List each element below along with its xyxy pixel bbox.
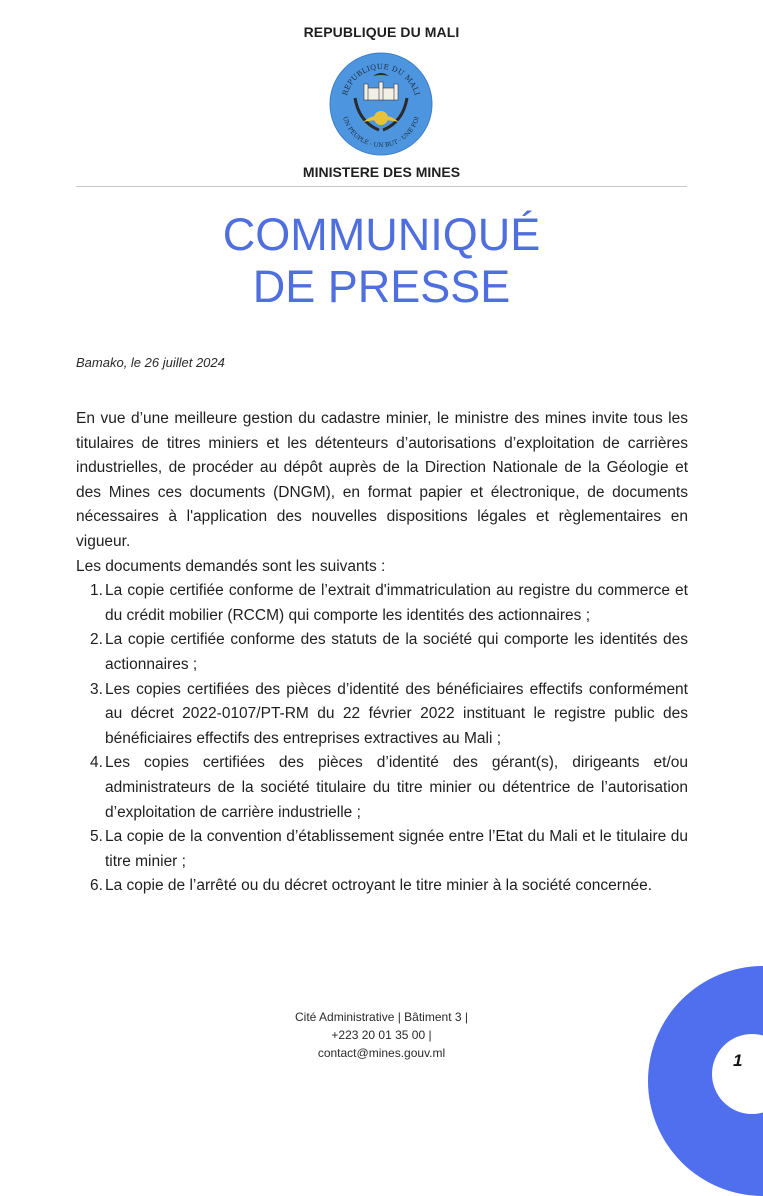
mali-coat-of-arms-seal	[329, 52, 433, 156]
svg-text:REPUBLIQUE DU MALI: REPUBLIQUE DU MALI	[340, 61, 422, 97]
footer-phone: +223 20 01 35 00 |	[331, 1028, 432, 1042]
footer-contact	[0, 1008, 763, 1062]
intro-paragraph: En vue d’une meilleure gestion du cadastre minier, le ministre des mines invite tous les titulaires de titres miniers et les détenteurs d’autorisations d’exploitation de carrières industrielles, de procéder au dépôt auprès de la Direction Nationale de la Géologie et des Mines ces documents (DNGM), en format papier et électronique, de documents nécessaires à l'application des nouvelles dispositions légales et règlementaires en vigueur.	[76, 410, 688, 550]
list-item: 4. Les copies certifiées des pièces d’identité des gérant(s), dirigeants et/ou administrateurs de la société titulaire du titre minier ou détentrice de l’autorisation d’exploitation de carrière industrielle ;	[90, 754, 688, 821]
header-divider	[76, 186, 687, 187]
ministry-heading: MINISTERE DES MINES	[302, 164, 461, 180]
required-documents-list	[76, 579, 688, 899]
list-item: 6. La copie de l’arrêté ou du décret octroyant le titre minier à la société concernée.	[90, 877, 653, 895]
title-line-1: COMMUNIQUÉ	[222, 209, 541, 260]
list-item: 3. Les copies certifiées des pièces d’identité des bénéficiaires effectifs conformément au décret 2022-0107/PT-RM du 22 février 2022 instituant le registre public des bénéficiaires effectifs des entreprises extractives au Mali ;	[90, 680, 688, 747]
list-intro: Les documents demandés sont les suivants :	[76, 557, 386, 575]
footer-email[interactable]: contact@mines.gouv.ml	[317, 1046, 446, 1060]
page-number: 1	[733, 1051, 743, 1070]
dateline: Bamako, le 26 juillet 2024	[76, 355, 225, 370]
footer-address: Cité Administrative | Bâtiment 3 |	[295, 1010, 468, 1024]
list-item: 2. La copie certifiée conforme des statuts de la société qui comporte les identités des actionnaires ;	[90, 631, 688, 673]
country-heading: REPUBLIQUE DU MALI	[303, 24, 460, 40]
title-line-2: DE PRESSE	[252, 261, 511, 312]
list-item: 1. La copie certifiée conforme de l’extrait d'immatriculation au registre du commerce et du crédit mobilier (RCCM) qui comporte les identités des actionnaires ;	[90, 582, 688, 624]
list-item: 5. La copie de la convention d’établissement signée entre l’Etat du Mali et le titulaire du titre minier ;	[90, 828, 688, 870]
communique-body	[76, 407, 688, 899]
document-title	[0, 209, 763, 313]
svg-text:UN PEUPLE - UN BUT - UNE FOI: UN PEUPLE - UN BUT - UNE FOI	[341, 115, 421, 149]
